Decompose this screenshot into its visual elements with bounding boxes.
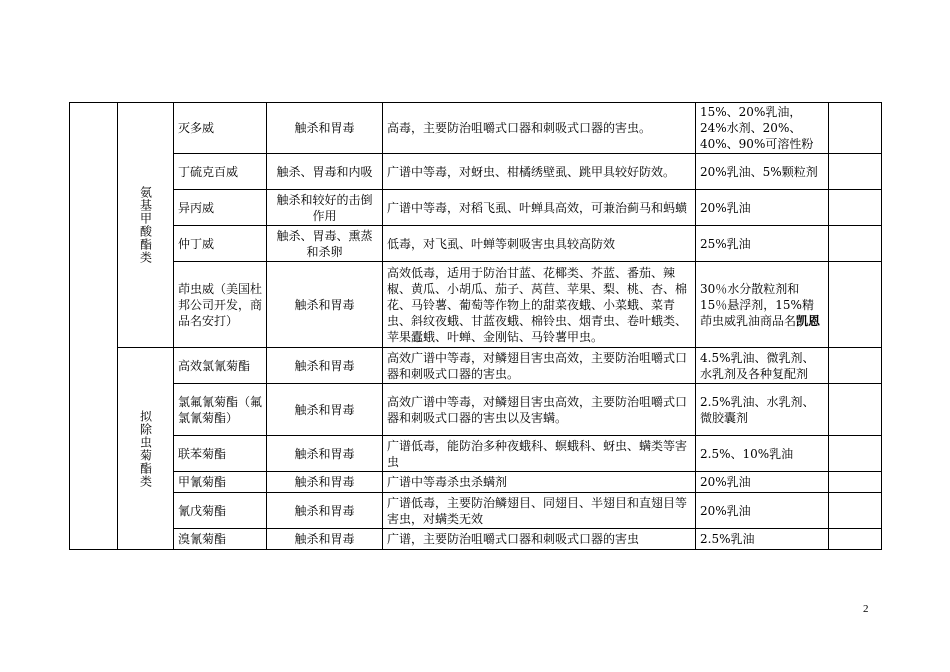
formulation-cell: 2.5%乳油	[696, 529, 829, 550]
pesticide-name: 溴氰菊酯	[174, 529, 267, 550]
table-row	[70, 103, 882, 154]
formulation-cell: 20%乳油	[696, 493, 829, 529]
table-row	[70, 154, 882, 190]
pesticide-name: 联苯菊酯	[174, 436, 267, 472]
extra-blank-cell	[829, 262, 882, 348]
formulation-bold-text: 凯恩	[796, 313, 821, 328]
formulation-cell	[696, 262, 829, 348]
description-cell: 广谱中等毒，对稻飞虱、叶蝉具高效，可兼治蓟马和蚂蟥	[383, 190, 696, 226]
pesticide-name: 甲氰菊酯	[174, 472, 267, 493]
pesticide-name: 氰戊菊酯	[174, 493, 267, 529]
category-cell	[118, 103, 174, 348]
outer-blank-cell	[70, 103, 118, 550]
extra-blank-cell	[829, 493, 882, 529]
formulation-cell: 4.5%乳油、微乳剂、水乳剂及各种复配剂	[696, 348, 829, 384]
category-label: 拟除虫菊酯类	[138, 409, 153, 488]
description-cell: 高效广谱中等毒，对鳞翅目害虫高效，主要防治咀嚼式口器和刺吸式口器的害虫。	[383, 348, 696, 384]
extra-blank-cell	[829, 436, 882, 472]
category-label: 氨基甲酸酯类	[138, 186, 153, 264]
pesticide-name: 仲丁威	[174, 226, 267, 262]
action-mode: 触杀和胃毒	[267, 103, 383, 154]
table-row	[70, 190, 882, 226]
description-cell: 广谱低毒，主要防治鳞翅目、同翅目、半翅目和直翅目等害虫，对螨类无效	[383, 493, 696, 529]
extra-blank-cell	[829, 103, 882, 154]
extra-blank-cell	[829, 190, 882, 226]
formulation-cell: 2.5%、10%乳油	[696, 436, 829, 472]
pesticide-name: 氯氟氰菊酯（氟氯氰菊酯）	[174, 384, 267, 436]
formulation-cell: 2.5%乳油、水乳剂、微胶囊剂	[696, 384, 829, 436]
description-cell: 广谱中等毒，对蚜虫、柑橘绣壁虱、跳甲具较好防效。	[383, 154, 696, 190]
table-row	[70, 348, 882, 384]
table-row	[70, 472, 882, 493]
pesticide-name: 异丙威	[174, 190, 267, 226]
action-mode: 触杀和胃毒	[267, 262, 383, 348]
action-mode: 触杀、胃毒和内吸	[267, 154, 383, 190]
table-row	[70, 436, 882, 472]
extra-blank-cell	[829, 348, 882, 384]
action-mode: 触杀和胃毒	[267, 348, 383, 384]
extra-blank-cell	[829, 472, 882, 493]
description-cell: 高效低毒，适用于防治甘蓝、花椰类、芥蓝、番茄、辣椒、黄瓜、小胡瓜、茄子、莴苣、苹果、梨、桃、杏、棉花、马铃薯、葡萄等作物上的甜菜夜蛾、小菜蛾、菜青虫、斜纹夜蛾、甘蓝夜蛾、棉铃虫、烟青虫、卷叶蛾类、苹果蠹蛾、叶蝉、金刚钻、马铃薯甲虫。	[383, 262, 696, 348]
action-mode: 触杀和胃毒	[267, 493, 383, 529]
page-number: 2	[863, 603, 869, 615]
description-cell: 广谱中等毒杀虫杀螨剂	[383, 472, 696, 493]
action-mode: 触杀和胃毒	[267, 472, 383, 493]
pesticide-name: 茚虫威（美国杜邦公司开发，商品名安打）	[174, 262, 267, 348]
formulation-cell: 25%乳油	[696, 226, 829, 262]
description-cell: 广谱，主要防治咀嚼式口器和刺吸式口器的害虫	[383, 529, 696, 550]
pesticide-name: 高效氯氰菊酯	[174, 348, 267, 384]
table-row	[70, 493, 882, 529]
extra-blank-cell	[829, 154, 882, 190]
table-row	[70, 226, 882, 262]
extra-blank-cell	[829, 529, 882, 550]
formulation-cell: 20%乳油	[696, 472, 829, 493]
description-cell: 低毒，对飞虱、叶蝉等刺吸害虫具较高防效	[383, 226, 696, 262]
extra-blank-cell	[829, 226, 882, 262]
formulation-cell: 20%乳油	[696, 190, 829, 226]
action-mode: 触杀和较好的击倒作用	[267, 190, 383, 226]
description-cell: 高毒，主要防治咀嚼式口器和刺吸式口器的害虫。	[383, 103, 696, 154]
description-cell: 广谱低毒，能防治多种夜蛾科、螟蛾科、蚜虫、螨类等害虫	[383, 436, 696, 472]
formulation-cell: 15%、20%乳油，24%水剂、20%、40%、90%可溶性粉	[696, 103, 829, 154]
pesticide-table	[69, 102, 882, 550]
pesticide-name: 灭多威	[174, 103, 267, 154]
pesticide-name: 丁硫克百威	[174, 154, 267, 190]
table-row	[70, 262, 882, 348]
action-mode: 触杀和胃毒	[267, 436, 383, 472]
table-row	[70, 529, 882, 550]
formulation-text: 30％水分散粒剂和15％悬浮剂，15%精茚虫威乳油商品名	[700, 281, 814, 328]
category-cell	[118, 348, 174, 550]
formulation-cell: 20%乳油、5%颗粒剂	[696, 154, 829, 190]
extra-blank-cell	[829, 384, 882, 436]
action-mode: 触杀和胃毒	[267, 384, 383, 436]
action-mode: 触杀和胃毒	[267, 529, 383, 550]
action-mode: 触杀、胃毒、熏蒸和杀卵	[267, 226, 383, 262]
description-cell: 高效广谱中等毒，对鳞翅目害虫高效，主要防治咀嚼式口器和刺吸式口器的害虫以及害螨。	[383, 384, 696, 436]
table-row	[70, 384, 882, 436]
